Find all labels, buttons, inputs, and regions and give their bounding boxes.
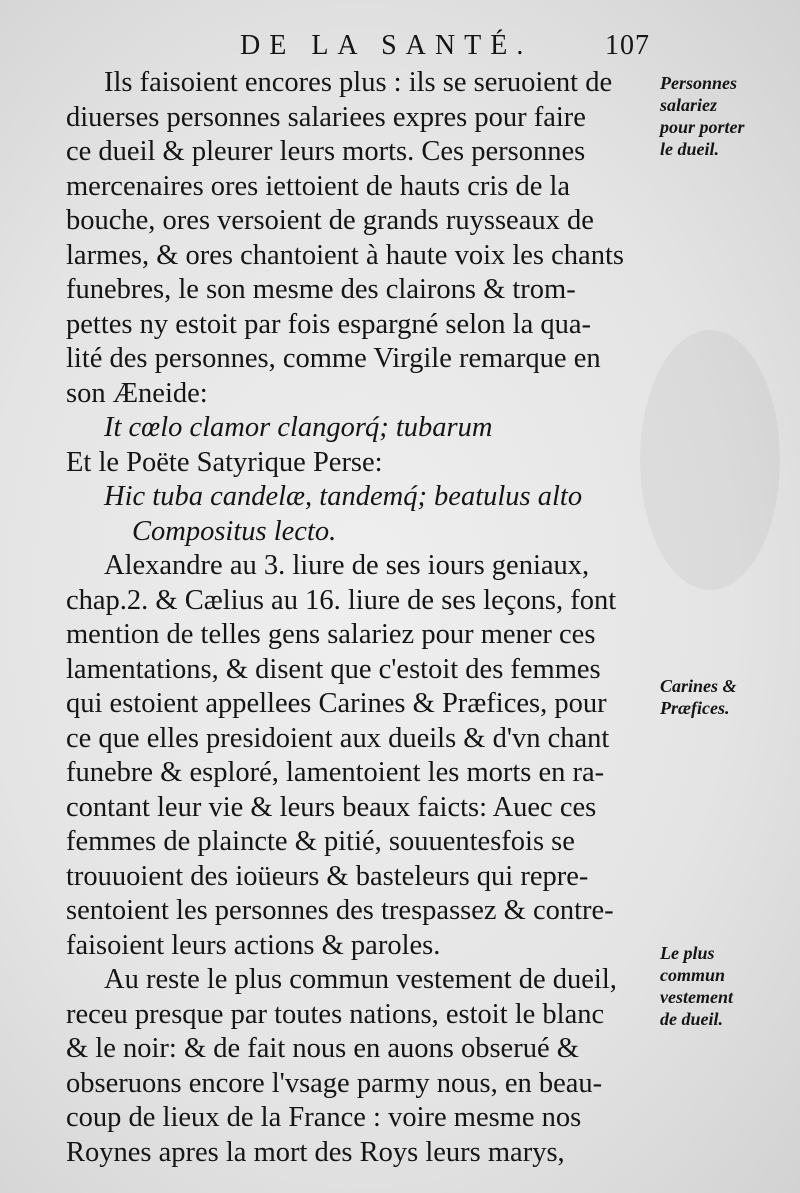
text-line: Au reste le plus commun vestement de dueil,: [104, 964, 617, 995]
text-line: funebres, le son mesme des clairons & trom-: [66, 274, 576, 305]
running-title: DE LA SANTÉ.: [240, 30, 533, 61]
margin-note-line: Le plus: [660, 943, 715, 963]
margin-note-line: commun: [660, 965, 726, 985]
page-header: [240, 30, 660, 70]
text-line: chap.2. & Cælius au 16. liure de ses leçons, font: [66, 584, 617, 616]
text-line: larmes, & ores chantoient à haute voix les chants: [66, 239, 624, 271]
text-line: funebre & esploré, lamentoient les morts en ra-: [66, 757, 605, 788]
text-line: Roynes apres la mort des Roys leurs marys,: [66, 1136, 565, 1168]
verse-line: It cœlo clamor clangorq́; tubarum: [104, 412, 493, 443]
text-line: son Æneide:: [66, 377, 208, 409]
text-line: femmes de plaincte & pitié, souuentesfois se: [66, 826, 575, 857]
margin-note-carines: [660, 675, 737, 719]
text-line: mercenaires ores iettoient de hauts cris de la: [66, 170, 571, 202]
text-line: coup de lieux de la France : voire mesme nos: [66, 1102, 582, 1133]
paper-stain: [640, 330, 780, 590]
margin-note-personnes-salariez: [660, 72, 745, 160]
text-line: Et le Poëte Satyrique Perse:: [66, 446, 383, 478]
margin-note-line: Personnes: [660, 73, 738, 93]
text-line: faisoient leurs actions & paroles.: [66, 929, 441, 961]
text-line: mention de telles gens salariez pour mener ces: [66, 619, 596, 650]
text-line: pettes ny estoit par fois espargné selon la qua-: [66, 308, 591, 340]
text-line: sentoient les personnes des trespassez & contre-: [66, 895, 614, 926]
text-line: bouche, ores versoient de grands ruysseaux de: [66, 205, 594, 236]
margin-note-line: salariez: [660, 95, 718, 115]
text-line: contant leur vie & leurs beaux faicts: Auec ces: [66, 791, 597, 823]
text-line: & le noir: & de fait nous en auons obserué &: [66, 1033, 579, 1064]
text-line: obseruons encore l'vsage parmy nous, en beau-: [66, 1067, 603, 1099]
text-line: qui estoient appellees Carines & Præfices, pour: [66, 688, 607, 719]
page-number: 107: [605, 30, 650, 61]
margin-note-line: Præfices.: [660, 698, 730, 718]
margin-note-line: le dueil.: [660, 139, 719, 159]
text-line: ce que elles presidoient aux dueils & d'vn chant: [66, 722, 610, 754]
text-line: ce dueil & pleurer leurs morts. Ces personnes: [66, 136, 586, 167]
margin-note-line: pour porter: [660, 117, 745, 137]
text-line: trouuoient des ioüeurs & basteleurs qui repre-: [66, 860, 589, 892]
margin-note-line: de dueil.: [660, 1009, 723, 1029]
text-line: lité des personnes, comme Virgile remarque en: [66, 343, 601, 374]
text-line: diuerses personnes salariees expres pour faire: [66, 101, 586, 133]
text-line: Alexandre au 3. liure de ses iours geniaux,: [104, 550, 590, 581]
text-line: lamentations, & disent que c'estoit des femmes: [66, 653, 601, 685]
verse-line: Hic tuba candelæ, tandemq́; beatulus alto: [104, 481, 583, 512]
verse-line: Compositus lecto.: [132, 515, 337, 547]
margin-note-vestement: [660, 942, 733, 1030]
text-line: receu presque par toutes nations, estoit le blanc: [66, 998, 605, 1030]
text-line: Ils faisoient encores plus : ils se seruoient de: [104, 67, 613, 98]
body-text: [66, 66, 656, 1170]
margin-note-line: vestement: [660, 987, 733, 1007]
margin-note-line: Carines &: [660, 676, 737, 696]
